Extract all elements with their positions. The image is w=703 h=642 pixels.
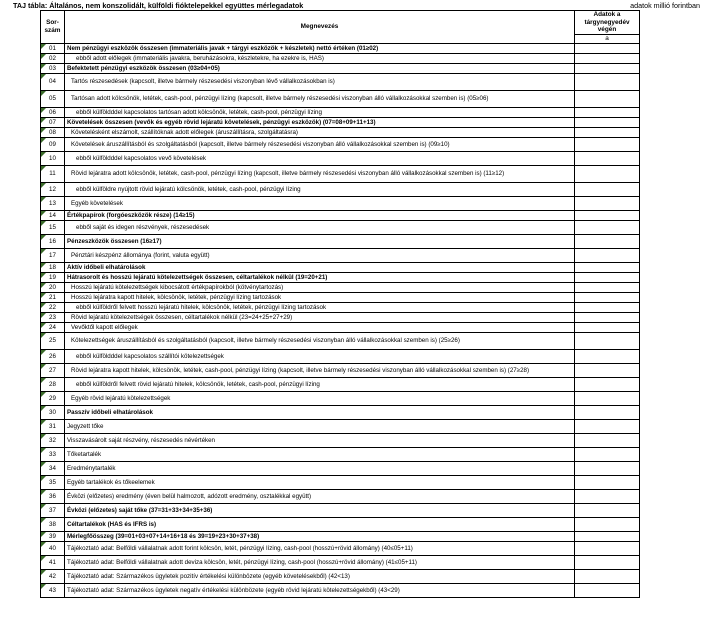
row-number: 17 — [41, 248, 65, 262]
table-row — [41, 503, 640, 517]
row-label: ebből adott előlegek (immateriális javakra, beruházásokra, készletekre, ha ezekre is, HAS) — [65, 53, 575, 63]
table-row — [41, 248, 640, 262]
value-input-cell[interactable] — [575, 63, 640, 73]
value-input-cell[interactable] — [575, 220, 640, 234]
row-number: 19 — [41, 272, 65, 282]
row-number: 20 — [41, 282, 65, 292]
table-row — [41, 137, 640, 151]
value-input-cell[interactable] — [575, 555, 640, 569]
table-row — [41, 272, 640, 282]
table-row — [41, 531, 640, 541]
row-label: Pénztári készpénz állománya (forint, valuta együtt) — [65, 248, 575, 262]
table-row — [41, 127, 640, 137]
value-input-cell[interactable] — [575, 312, 640, 322]
row-label: Passzív időbeli elhatárolások — [65, 405, 575, 419]
row-number: 33 — [41, 447, 65, 461]
row-number: 26 — [41, 349, 65, 363]
table-row — [41, 332, 640, 349]
row-number: 32 — [41, 433, 65, 447]
table-row — [41, 312, 640, 322]
value-input-cell[interactable] — [575, 517, 640, 531]
row-label: Tájékoztató adat: Származékos ügyletek pozitív értékelési különbözete (egyéb követelésekből) (42<13) — [65, 569, 575, 583]
row-number: 07 — [41, 117, 65, 127]
table-row — [41, 405, 640, 419]
row-number: 43 — [41, 583, 65, 597]
row-number: 39 — [41, 531, 65, 541]
value-input-cell[interactable] — [575, 447, 640, 461]
table-body — [41, 43, 640, 597]
table-row — [41, 53, 640, 63]
row-number: 40 — [41, 541, 65, 555]
row-label: Hosszú lejáratra kapott hitelek, kölcsönök, letétek, pénzügyi lízing tartozások — [65, 292, 575, 302]
value-input-cell[interactable] — [575, 151, 640, 165]
value-input-cell[interactable] — [575, 282, 640, 292]
row-number: 05 — [41, 90, 65, 107]
row-label: Rövid lejáratú kötelezettségek összesen, céltartalékok nélkül (23=24+25+27+29) — [65, 312, 575, 322]
row-label: Mérlegfőösszeg (39=01+03+07+14+16+18 és 39=19+23+30+37+38) — [65, 531, 575, 541]
table-row — [41, 363, 640, 377]
row-label: Évközi (előzetes) saját tőke (37=31+33+34+35+36) — [65, 503, 575, 517]
table-row — [41, 517, 640, 531]
table-row — [41, 234, 640, 248]
row-label: Vevőktől kapott előlegek — [65, 322, 575, 332]
row-number: 02 — [41, 53, 65, 63]
row-number: 15 — [41, 220, 65, 234]
value-input-cell[interactable] — [575, 419, 640, 433]
table-row — [41, 447, 640, 461]
row-label: Tartósan adott kölcsönök, letétek, cash-pool, pénzügyi lízing (kapcsolt, illetve bármely részesedési viszonyban álló vállalkozásokkal szemben is) (05≥06) — [65, 90, 575, 107]
value-input-cell[interactable] — [575, 182, 640, 196]
row-label: ebből külföldre nyújtott rövid lejáratú kölcsönök, letétek, cash-pool, pénzügyi lízing — [65, 182, 575, 196]
row-label: Céltartalékok (HAS és IFRS is) — [65, 517, 575, 531]
row-number: 16 — [41, 234, 65, 248]
row-label: Követelések összesen (vevők és egyéb rövid lejáratú követelések, pénzügyi eszközök) (07=08+09+11+13) — [65, 117, 575, 127]
row-label: Aktív időbeli elhatárolások — [65, 262, 575, 272]
table-row — [41, 117, 640, 127]
value-input-cell[interactable] — [575, 302, 640, 312]
row-label: Rövid lejáratra adott kölcsönök, letétek, cash-pool, pénzügyi lízing (kapcsolt, illetve bármely részesedési viszonyban álló vállalkozásokkal szemben is) (11≥12) — [65, 165, 575, 182]
row-number: 11 — [41, 165, 65, 182]
row-label: ebből külföldddel kapcsolatos vevő követelések — [65, 151, 575, 165]
row-label: ebből külföldddel kapcsolatos tartósan adott kölcsönök, letétek, cash-pool, pénzügyi lízing — [65, 107, 575, 117]
row-number: 08 — [41, 127, 65, 137]
value-input-cell[interactable] — [575, 377, 640, 391]
table-row — [41, 461, 640, 475]
row-label: Egyéb tartalékok és tőkeelemek — [65, 475, 575, 489]
value-input-cell[interactable] — [575, 322, 640, 332]
row-label: Tájékoztató adat: Származékos ügyletek negatív értékelési különbözete (egyéb rövid lejáratú kötelezettségekből) (43<29) — [65, 583, 575, 597]
value-input-cell[interactable] — [575, 349, 640, 363]
row-number: 10 — [41, 151, 65, 165]
table-row — [41, 377, 640, 391]
row-number: 28 — [41, 377, 65, 391]
value-input-cell[interactable] — [575, 107, 640, 117]
row-label: Értékpapírok (forgóeszközök része) (14≥15) — [65, 210, 575, 220]
table-row — [41, 282, 640, 292]
table-row — [41, 262, 640, 272]
value-input-cell[interactable] — [575, 475, 640, 489]
table-row — [41, 107, 640, 117]
table-row — [41, 349, 640, 363]
value-input-cell[interactable] — [575, 405, 640, 419]
column-header-number: Sor-szám — [41, 11, 65, 44]
row-label: Követelésként elszámolt, szállítóknak adott előlegek (áruszállításra, szolgáltatásra) — [65, 127, 575, 137]
value-input-cell[interactable] — [575, 489, 640, 503]
value-input-cell[interactable] — [575, 196, 640, 210]
value-input-cell[interactable] — [575, 127, 640, 137]
table-row — [41, 322, 640, 332]
row-number: 29 — [41, 391, 65, 405]
row-label: Hátrasorolt és hosszú lejáratú kötelezettségek összesen, céltartalékok nélkül (19=20+21) — [65, 272, 575, 282]
table-row — [41, 541, 640, 555]
table-row — [41, 165, 640, 182]
row-label: Évközi (előzetes) eredmény (éven belül halmozott, adózott eredmény, osztalékkal együtt) — [65, 489, 575, 503]
row-number: 41 — [41, 555, 65, 569]
value-input-cell[interactable] — [575, 583, 640, 597]
row-number: 27 — [41, 363, 65, 377]
row-number: 21 — [41, 292, 65, 302]
table-row — [41, 73, 640, 90]
unit-note: adatok millió forintban — [630, 1, 700, 10]
value-input-cell[interactable] — [575, 73, 640, 90]
row-number: 36 — [41, 489, 65, 503]
table-row — [41, 569, 640, 583]
row-number: 12 — [41, 182, 65, 196]
table-row — [41, 555, 640, 569]
table-row — [41, 475, 640, 489]
row-number: 23 — [41, 312, 65, 322]
value-input-cell[interactable] — [575, 137, 640, 151]
table-row — [41, 220, 640, 234]
column-header-value: Adatok a tárgynegyedév végén — [575, 11, 640, 35]
row-label: Pénzeszközök összesen (16≥17) — [65, 234, 575, 248]
value-input-cell[interactable] — [575, 53, 640, 63]
column-header-value-code: a — [575, 35, 640, 44]
value-input-cell[interactable] — [575, 292, 640, 302]
balance-sheet-table — [40, 10, 640, 598]
value-input-cell[interactable] — [575, 531, 640, 541]
row-number: 42 — [41, 569, 65, 583]
row-label: Követelések áruszállításból és szolgáltatásból (kapcsolt, illetve bármely részesedési viszonyban álló vállalkozásokkal szemben is) (09≥10) — [65, 137, 575, 151]
row-label: ebből külföldről felvett rövid lejáratú hitelek, kölcsönök, letétek, cash-pool, pénzügyi lízing — [65, 377, 575, 391]
table-row — [41, 489, 640, 503]
row-label: Tőketartalék — [65, 447, 575, 461]
value-input-cell[interactable] — [575, 262, 640, 272]
value-input-cell[interactable] — [575, 248, 640, 262]
value-input-cell[interactable] — [575, 234, 640, 248]
value-input-cell[interactable] — [575, 272, 640, 282]
row-label: Nem pénzügyi eszközök összesen (immateriális javak + tárgyi eszközök + készletek) nettó értéken (01≥02) — [65, 43, 575, 53]
table-row — [41, 391, 640, 405]
table-row — [41, 419, 640, 433]
row-label: Egyéb rövid lejáratú kötelezettségek — [65, 391, 575, 405]
row-label: Tájékoztató adat: Belföldi vállalatnak adott forint kölcsön, letét, pénzügyi lízing, cash-pool (hosszú+rövid állomány) (40≤05+11) — [65, 541, 575, 555]
row-number: 18 — [41, 262, 65, 272]
row-number: 30 — [41, 405, 65, 419]
value-input-cell[interactable] — [575, 541, 640, 555]
row-number: 04 — [41, 73, 65, 90]
row-number: 13 — [41, 196, 65, 210]
table-row — [41, 583, 640, 597]
table-row — [41, 63, 640, 73]
value-input-cell[interactable] — [575, 43, 640, 53]
row-label: ebből külföldddel kapcsolatos szállítói kötelezettségek — [65, 349, 575, 363]
table-row — [41, 43, 640, 53]
row-number: 03 — [41, 63, 65, 73]
table-row — [41, 196, 640, 210]
row-number: 34 — [41, 461, 65, 475]
table-row — [41, 433, 640, 447]
row-number: 35 — [41, 475, 65, 489]
table-row — [41, 210, 640, 220]
value-input-cell[interactable] — [575, 210, 640, 220]
row-label: Tájékoztató adat: Belföldi vállalatnak adott deviza kölcsön, letét, pénzügyi lízing, cash-pool (hosszú+rövid állomány) (41≤05+11) — [65, 555, 575, 569]
table-row — [41, 302, 640, 312]
row-label: Eredménytartalék — [65, 461, 575, 475]
table-row — [41, 151, 640, 165]
row-number: 22 — [41, 302, 65, 312]
table-row — [41, 182, 640, 196]
row-label: Hosszú lejáratú kötelezettségek kibocsátott értékpapírokból (kötvénytartozás) — [65, 282, 575, 292]
value-input-cell[interactable] — [575, 363, 640, 377]
row-number: 06 — [41, 107, 65, 117]
value-input-cell[interactable] — [575, 117, 640, 127]
column-header-name: Megnevezés — [65, 11, 575, 44]
value-input-cell[interactable] — [575, 391, 640, 405]
row-number: 38 — [41, 517, 65, 531]
row-label: Jegyzett tőke — [65, 419, 575, 433]
row-number: 01 — [41, 43, 65, 53]
row-label: ebből saját és idegen részvények, részesedések — [65, 220, 575, 234]
row-number: 09 — [41, 137, 65, 151]
table-row — [41, 90, 640, 107]
table-title: TAJ tábla: Általános, nem konszolidált, külföldi fióktelepekkel együttes mérlegadatok — [13, 1, 304, 10]
row-label: Befektetett pénzügyi eszközök összesen (03≥04+05) — [65, 63, 575, 73]
value-input-cell[interactable] — [575, 90, 640, 107]
row-number: 24 — [41, 322, 65, 332]
row-number: 31 — [41, 419, 65, 433]
row-label: Kötelezettségek áruszállításból és szolgáltatásból (kapcsolt, illetve bármely részesedési viszonyban álló vállalkozásokkal szemben is) (25≥26) — [65, 332, 575, 349]
row-number: 25 — [41, 332, 65, 349]
row-label: Visszavásárolt saját részvény, részesedés névértéken — [65, 433, 575, 447]
row-number: 14 — [41, 210, 65, 220]
row-label: Egyéb követelések — [65, 196, 575, 210]
table-row — [41, 292, 640, 302]
value-input-cell[interactable] — [575, 569, 640, 583]
value-input-cell[interactable] — [575, 332, 640, 349]
value-input-cell[interactable] — [575, 433, 640, 447]
row-number: 37 — [41, 503, 65, 517]
value-input-cell[interactable] — [575, 461, 640, 475]
row-label: Rövid lejáratra kapott hitelek, kölcsönök, letétek, cash-pool, pénzügyi lízing (kapcsolt, illetve bármely részesedési viszonyban álló vállalkozásokkal szemben is) (27≥28) — [65, 363, 575, 377]
value-input-cell[interactable] — [575, 503, 640, 517]
value-input-cell[interactable] — [575, 165, 640, 182]
row-label: ebből külföldről felvett hosszú lejáratú hitelek, kölcsönök, letétek, pénzügyi lízing tartozások — [65, 302, 575, 312]
row-label: Tartós részesedések (kapcsolt, illetve bármely részesedési viszonyban lévő vállalkozásokban is) — [65, 73, 575, 90]
